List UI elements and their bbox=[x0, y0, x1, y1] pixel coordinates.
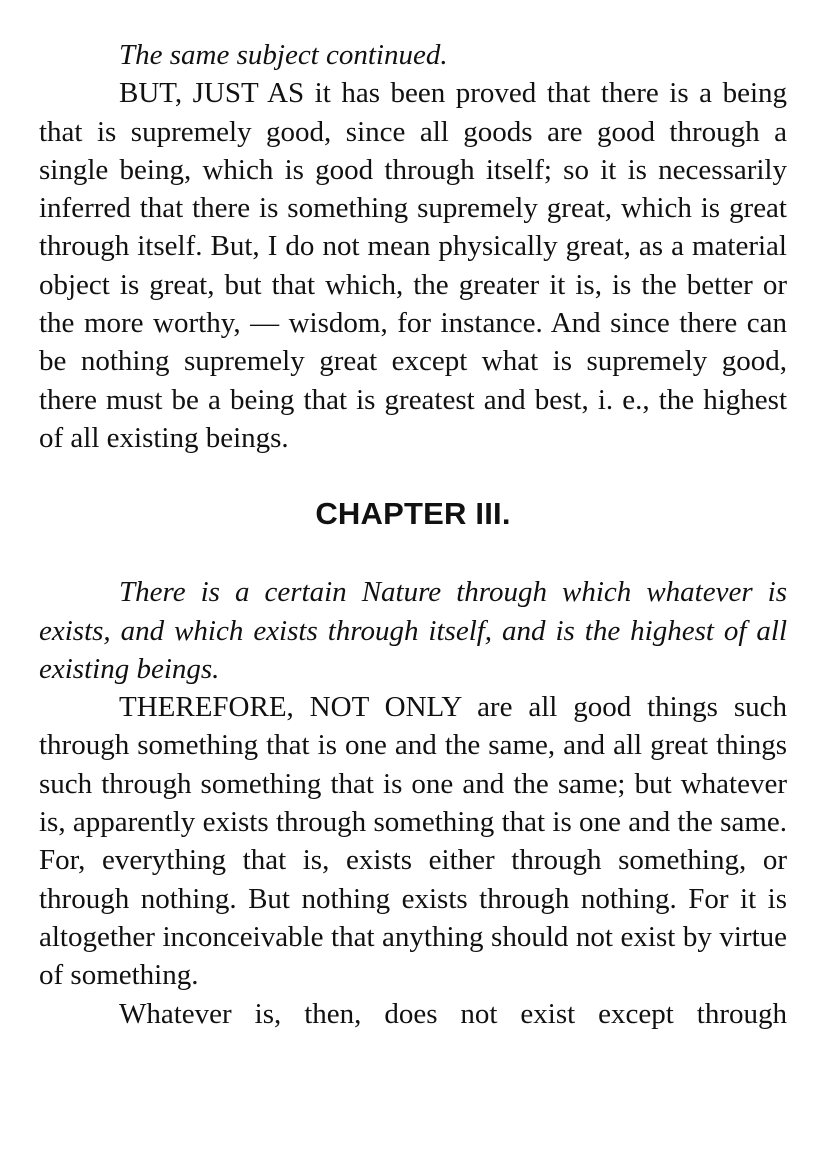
chapter-heading: CHAPTER III. bbox=[315, 496, 511, 532]
chapter-summary: There is a certain Nature through which whatever is exists, and which exists through itself, and is the highest of all existing beings. bbox=[39, 576, 787, 685]
book-page bbox=[39, 36, 787, 1033]
chapter-body-paragraph: THEREFORE, NOT ONLY are all good things such through something that is one and the same, and all great things such through something that is one and the same; but whatever is, apparently exists through something that is one and the same. For, everything that is, exists either through something, or through nothing. But nothing exists through nothing. For it is altogether inconceivable that anything should not exist by virtue of something. bbox=[39, 691, 787, 992]
section-body-paragraph: BUT, JUST AS it has been proved that there is a being that is supremely good, since all goods are good through a single being, which is good through itself; so it is necessarily inferred that there is something supremely great, which is great through itself. But, I do not mean physically great, as a material object is great, but that which, the greater it is, is the better or the more worthy, — wisdom, for instance. And since there can be nothing supremely great except what is supremely good, there must be a being that is greatest and best, i. e., the highest of all existing beings. bbox=[39, 77, 787, 454]
section-subtitle: The same subject continued. bbox=[119, 39, 448, 71]
chapter-continuation-paragraph: Whatever is, then, does not exist except through bbox=[119, 997, 787, 1030]
